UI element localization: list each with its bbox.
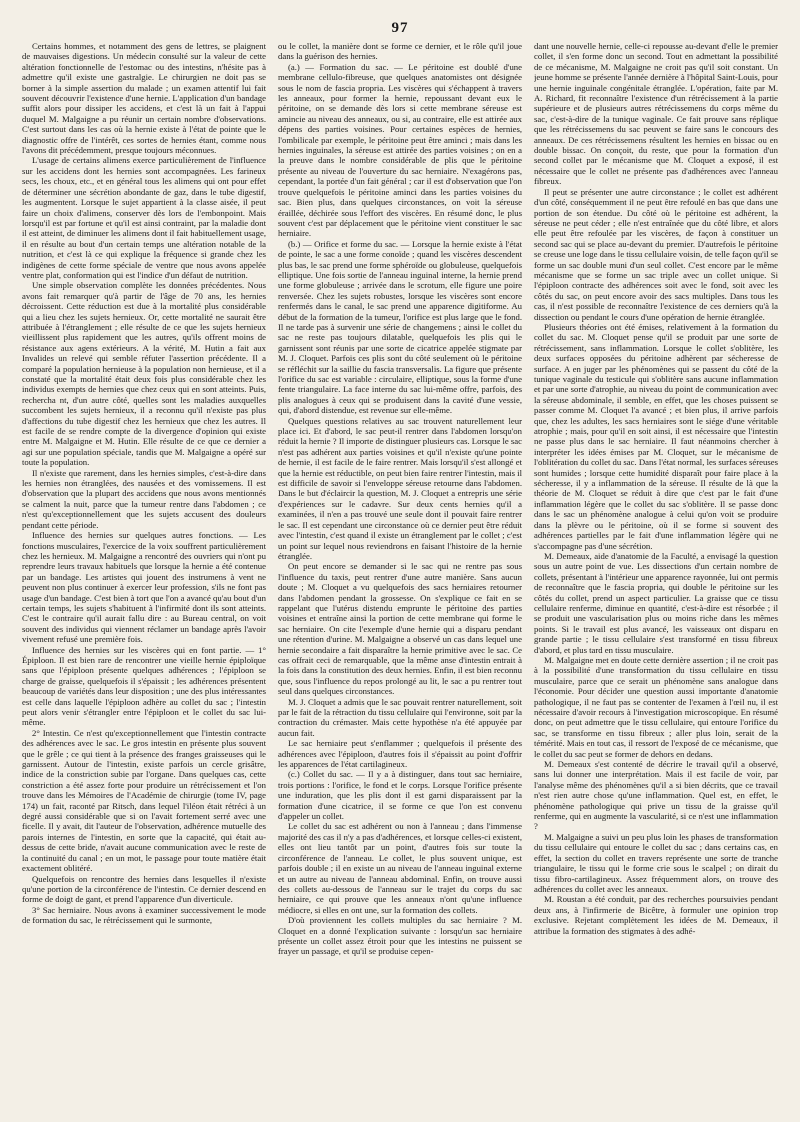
- paragraph: Le sac herniaire peut s'enflammer ; quelquefois il présente des adhérences avec l'épiploon, d'autres fois il s'épaissit au point d'offrir les apparences de l'état cartilagineux.: [278, 738, 522, 770]
- paragraph: M. J. Cloquet a admis que le sac pouvait rentrer naturellement, soit par le fait de la rétraction du tissu cellulaire qui l'environne, soit par la contraction du crémaster. Mais cette hypothèse n'a été appuyée par aucun fait.: [278, 696, 522, 738]
- paragraph: Influence des hernies sur les viscères qui en font partie. — 1° Épiploon. Il est bien rare de rencontrer une vieille hernie épiploïque sans que l'épiploon présente quelques adhérences ; l'épiploon se charge de graisse, quelquefois il s'épaissit ; les adhérences présentent beaucoup de variétés dans leur disposition ; une des plus intéressantes est celle dans laquelle l'épiploon adhère au collet du sac ; l'intestin peut alors venir s'étrangler entre l'épiploon et le collet du sac lui-même.: [22, 644, 266, 728]
- paragraph: M. Roustan a été conduit, par des recherches poursuivies pendant deux ans, à l'infirmerie de Bicêtre, à formuler une opinion trop exclusive. Rejetant complètement les idées de M. Demeaux, il attribue la formation des stigmates à des adhé-: [534, 894, 778, 936]
- paragraph: M. Demeaux s'est contenté de décrire le travail qu'il a observé, sans lui donner une interprétation. Mais il est facile de voir, par l'analyse même des phénomènes qu'il a si bien décrits, que ce travail n'est rien autre chose qu'une inflammation. Quel est, en effet, le phénomène pathologique qui prive un tissu de la graisse qu'il renferme, qui en augmente la vascularité, si ce n'est une inflammation ?: [534, 759, 778, 832]
- paragraph: 3° Sac herniaire. Nous avons à examiner successivement le mode de formation du sac, le rétrécissement qui le surmonte,: [22, 904, 266, 926]
- paragraph: On peut encore se demander si le sac qui ne rentre pas sous l'influence du taxis, peut rentrer d'une autre manière. Sans aucun doute ; M. Cloquet a vu quelquefois des sacs herniaires retourner dans l'abdomen pendant la grossesse. On s'explique ce fait en se rappelant que l'utérus distendu emprunte le péritoine des parties voisines et entraîne ainsi la portion de cette membrane qui forme le sac herniaire. On cite l'exemple d'une hernie qui a disparu pendant une rétention d'urine. M. Malgaigne a observé un cas dans lequel une hernie secondaire a fait disparaître la hernie primitive avec le sac. Ce cas offrait ceci de remarquable, que la même anse d'intestin entrait à la fois dans la constitution des deux hernies. Enfin, il est bien reconnu que, sous l'influence du repos prolongé au lit, le sac a pu rentrer tout seul dans quelques circonstances.: [278, 561, 522, 697]
- paragraph: L'usage de certains alimens exerce particulièrement de l'influence sur les accidens dont les hernies sont accompagnées. Les farineux secs, les choux, etc., et en général tous les alimens qui ont pour effet de déterminer une sécrétion abondante de gaz, dans le tube digestif, les augmentent. Lorsque le sujet appartient à la classe aisée, il peut faire un choix d'alimens, conserver dès lors de l'embonpoint. Mais lorsqu'il est par fortune et qu'il est ainsi contraint, par la maladie dont il est atteint, de diminuer les alimens dont il fait habituellement usage, il en résulte au bout d'un certain temps une altération notable de la nutrition, et c'est là ce qui explique la fréquence si grande chez les indigènes de cette forme spéciale de ventre que nous avons appelée ventre plat, conformation qui est l'indice d'un défaut de nutrition.: [22, 155, 266, 280]
- paragraph: ou le collet, la manière dont se forme ce dernier, et le rôle qu'il joue dans la guérison des hernies.: [278, 41, 522, 62]
- page-number: 97: [391, 20, 409, 36]
- paragraph: Certains hommes, et notamment des gens de lettres, se plaignent de mauvaises digestions. Un médecin consulté sur la valeur de cette altération fonctionnelle de l'estomac ou des intestins, n'hésite pas à admettre qu'il existe une gastralgie. Le chirurgien ne doit pas se borner à la simple assertion du malade ; un examen attentif lui fait souvent découvrir l'existence d'une hernie. L'application d'un bandage suffit alors pour dissiper les accidens, et c'est là un fait à l'appui duquel M. Malgaigne a pu réunir un certain nombre d'observations. C'est surtout dans les cas où la hernie existe à l'état de pointe que le diagnostic offre de l'intérêt, ces sortes de hernies étant, comme nous l'avons dit précédemment, presque toujours méconnues.: [22, 41, 266, 156]
- paragraph: Influence des hernies sur quelques autres fonctions. — Les fonctions musculaires, l'exercice de la voix souffrent particulièrement chez les hernieux. M. Malgaigne a rencontré des ouvriers qui n'ont pu reprendre leurs travaux habituels que lorsque la hernie a été contenue par un bandage. Les artistes qui jouent des instrumens à vent ne peuvent non plus continuer à exercer leur profession, s'ils ne font pas usage d'un bandage. C'est bien à tort que l'on a avancé qu'au bout d'un certain temps, les sujets s'habituent à l'infirmité dont ils sont atteints. C'est le contraire qu'il aurait fallu dire : au Bureau central, on voit souvent des individus qui viennent réclamer un bandage après l'avoir vivement refusé une première fois.: [22, 530, 266, 645]
- paragraph: Il n'existe que rarement, dans les hernies simples, c'est-à-dire dans les hernies non étranglées, des nausées et des vomissemens. Il est d'observation que la plupart des accidens que nous avons mentionnés se calment la nuit, parce que la tumeur rentre dans l'abdomen ; ce n'est qu'exceptionnellement que les sujets accusent des douleurs pendant cette période.: [22, 467, 266, 530]
- paragraph: (b.) — Orifice et forme du sac. — Lorsque la hernie existe à l'état de pointe, le sac a une forme conoïde ; quand les viscères descendent plus bas, le sac prend une forme sphéroïde ou globuleuse, quelquefois elliptique. Une fois sortie de l'anneau inguinal interne, la hernie prend une forme globuleuse ; arrivée dans le scrotum, elle figure une poire renversée. Chez les sujets robustes, lorsque les viscères sont encore renfermés dans le canal, le sac prend une apparence digitiforme. Au début de la formation de la tumeur, l'orifice est plus large que le fond. Il ne tarde pas à survenir une série de changemens ; ainsi le collet du sac ne reste pas toujours dilatable, quelquefois les plis qui le garnissent sont réunis par une sorte de cicatrice appelée stigmate par M. J. Cloquet. Parfois ces plis sont du côté seulement où le péritoine se réfléchit sur la saillie du fascia transversalis. La figure que présente l'orifice du sac est variable : circulaire, elliptique, sous la forme d'une fente triangulaire. La face interne du sac lui-même offre, parfois, des plis analogues à ceux qui se produisent dans la cavité d'une vessie, qui, d'abord distendue, est revenue sur elle-même.: [278, 238, 522, 416]
- paragraph: Quelques questions relatives au sac trouvent naturellement leur place ici. Et d'abord, le sac peut-il rentrer dans l'abdomen lorsqu'on réduit la hernie ? Il importe de distinguer plusieurs cas. Lorsque le sac n'est pas adhérent aux parties voisines et qu'il n'existe qu'une pointe de hernie, il est facile de le faire rentrer. Mais lorsqu'il s'est allongé et que la hernie est réductible, on peut bien faire rentrer l'intestin, mais il est difficile de savoir si l'enveloppe séreuse retourne dans l'abdomen. Dans le but d'éclaircir la question, M. J. Cloquet a entrepris une série d'expériences sur le cadavre. Sur deux cents hernies qu'il a examinées, il n'en a pas trouvé une seule dont il pouvait faire rentrer le sac. Il est cependant une circonstance où ce dernier peut être réduit avec l'intestin, c'est quand il existe un étranglement par le collet ; c'est un point sur lequel nous reviendrons en faisant l'histoire de la hernie étranglée.: [278, 415, 522, 561]
- paragraph: (c.) Collet du sac. — Il y a à distinguer, dans tout sac herniaire, trois portions : l'orifice, le fond et le corps. Lorsque l'orifice présente une induration, que les plis dont il est garni disparaissent par la formation d'une cicatrice, il se forme ce que l'on est convenu d'appeler un collet.: [278, 769, 522, 822]
- paragraph: Une simple observation complète les données précédentes. Nous avons fait remarquer qu'à partir de l'âge de 70 ans, les hernies décroissent. Cette réduction est due à la mortalité plus considérable qui a lieu chez les sujets hernieux. Or, cette mortalité ne saurait être attribuée à l'étranglement ; elle résulte de ce que les sujets hernieux vieillissent plus rapidement que les autres, qu'ils offrent moins de résistance aux agens extérieurs. A la vérité, M. Hutin a fait aux Invalides un relevé qui semble réfuter l'assertion précédente. Il a comparé la population hernieuse à la population non hernieuse, et il a constaté que la mortalité était deux fois plus considérable chez les individus exempts de hernies que chez ceux qui en sont atteints. Puis, rechercha nt, d'un autre côté, quelles sont les maladies auxquelles succombent les sujets hernieux, il a reconnu qu'il n'existe pas plus d'affections du tube digestif chez les hernieux que chez les autres. Il est facile de se rendre compte de la divergence d'opinion qui existe entre M. Malgaigne et M. Hutin. Elle résulte de ce que ce dernier a agi sur une population spéciale, tandis que M. Malgaigne a opéré sur toute la population.: [22, 280, 266, 468]
- column-1: [22, 41, 266, 1121]
- paragraph: Plusieurs théories ont été émises, relativement à la formation du collet du sac. M. Cloquet pense qu'il se produit par une sorte de rétrécissement, sans inflammation. Lorsque le collet s'oblitère, les deux surfaces opposées du péritoine adhèrent par sécheresse de surface. A en juger par les phénomènes qui se passent du côté de la tunique vaginale du testicule qui s'oblitère sans aucune inflammation et par une sorte d'atrophie, au niveau du point de communication avec la séreuse abdominale, il semble, en effet, que les choses puissent se passer comme M. Cloquet l'a avancé ; et bien plus, il arrive parfois que, chez les adultes, les sacs herniaires sont le siége d'une véritable atrophie ; mais, pour qu'il en soit ainsi, il est nécessaire que l'intestin ne passe plus dans le sac herniaire. Il faut néanmoins chercher à interpréter les idées émises par M. Cloquet, sur le mécanisme de l'oblitération du collet du sac. Dans l'état normal, les surfaces séreuses sont humides ; lorsque cette humidité disparaît pour faire place à la sécheresse, il y a inflammation de la séreuse. Il résulte de là que la théorie de M. Cloquet se réduit à dire que c'est par le fait d'une inflammation légère que le collet du sac s'oblitère. Il se passe donc dans le sac un phénomène analogue à celui qu'on voit se produire dans la plèvre ou le péritoine, où il se forme si souvent des adhérences partielles par le fait d'une inflammation légère qui ne s'accompagne pas d'une sécrétion.: [534, 321, 778, 551]
- paragraph: dant une nouvelle hernie, celle-ci repousse au-devant d'elle le premier collet, il s'en forme donc un second. Tout en admettant la possibilité de ce mécanisme, M. Malgaigne ne croit pas qu'il soit constant. Un jeune homme se présente l'année dernière à l'hôpital Saint-Louis, pour une hernie inguinale congénitale étranglée. L'opération, faite par M. A. Richard, fit reconnaître l'existence d'un rétrécissement à la partie supérieure et de plusieurs autres rétrécissemens du corps même du sac, c'est-à-dire de la tunique vaginale. Ce fait prouve sans réplique que les rétrécissemens du sac peuvent se faire sans le concours des anneaux. De ces rétrécissemens résultent les hernies en bissac ou en double bissac. On conçoit, du reste, que pour la formation d'un second collet par le mécanisme que M. Cloquet a exposé, il est nécessaire que le collet ne présente pas d'adhérences avec l'anneau fibreux.: [534, 41, 778, 187]
- text-columns: [22, 41, 778, 1121]
- paragraph: (a.) — Formation du sac. — Le péritoine est doublé d'une membrane cellulo-fibreuse, que quelques anatomistes ont désignée sous le nom de fascia propria. Les viscères qui s'échappent à travers les anneaux, pour former la hernie, repoussant devant eux le péritoine, on se demande dès lors si cette membrane séreuse est amincie au niveau des anneaux, ou si, au contraire, elle est attirée aux dépens des parties voisines. Pour certaines espèces de hernies, l'ombilicale par exemple, le péritoine peut être aminci ; mais dans les hernies inguinales, la séreuse est attirée des parties voisines ; on en a la preuve dans le nombre considérable de plis que le péritoine présente au niveau de l'ouverture du sac herniaire. N'exagérons pas, cependant, la portée d'un fait général ; car il est d'observation que l'on trouve quelquefois le péritoine aminci dans les parties voisines du sac. Bien plus, dans quelques circonstances, on voit la séreuse éraillée, déchirée sous l'effort des viscères. En résumé donc, le plus souvent c'est par déplacement que le péritoine vient constituer le sac herniaire.: [278, 61, 522, 239]
- column-3: [534, 41, 778, 1121]
- paragraph: M. Demeaux, aide d'anatomie de la Faculté, a envisagé la question sous un autre point de vue. Les dissections d'un certain nombre de collets, présentant à l'intérieur une apparence rayonnée, lui ont permis de reconnaître que le fascia propria, qui double le péritoine sur les côtés du collet, prend un aspect particulier. La graisse que ce tissu cellulaire renferme, diminue en quantité, c'est-à-dire est résorbée ; il se produit une vascularisation plus ou moins riche dans les mêmes points. Si le travail est plus avancé, les vaisseaux ont disparu en grande partie ; le tissu cellulaire s'est transformé en tissu fibreux d'abord, et plus tard en tissu musculaire.: [534, 550, 778, 655]
- paragraph: Le collet du sac est adhérent ou non à l'anneau ; dans l'immense majorité des cas il n'y a pas d'adhérences, et lorsque celles-ci existent, elles ont lieu tantôt par un point, d'autres fois sur toute la circonférence de l'anneau. Le collet, le plus souvent unique, est parfois double ; il en existe un au niveau de l'anneau inguinal externe et un autre au niveau de l'anneau abdominal. Enfin, on trouve aussi des collets au-dessous de l'anneau sur le trajet du corps du sac herniaire, ce qui prouve que les anneaux n'ont qu'une influence médiocre, si elles en ont une, sur la formation des collets.: [278, 821, 522, 915]
- paragraph: M. Malgaigne a suivi un peu plus loin les phases de transformation du tissu cellulaire qui entoure le collet du sac ; dans certains cas, en effet, la section du collet en travers représente une sorte de tranche triangulaire, le tissu qui le forme crie sous le scalpel ; on dirait du tissu fibro-cartilagineux. Assez fréquemment alors, on trouve des adhérences du collet avec les anneaux.: [534, 831, 778, 894]
- paragraph: 2° Intestin. Ce n'est qu'exceptionnellement que l'intestin contracte des adhérences avec le sac. Le gros intestin en présente plus souvent que le grêle ; ce qui tient à la présence des franges graisseuses qui le garnissent. Autour de l'intestin, existe parfois un cercle grisâtre, indice de la constriction subie par l'organe. Dans quelques cas, cette constriction a été assez forte pour produire un rétrécissement et l'on trouve dans les Mémoires de l'Académie de chirurgie (tome IV, page 174) un fait, raconté par Ritsch, dans lequel l'iléon était rétréci à un degré aussi considérable que si on l'avait fortement serré avec une ficelle. Il y avait, dit l'auteur de l'observation, adhérence mutuelle des parois internes de l'intestin, en sorte que la capacité, qui était au-dessus de cette bride, n'avait aucune communication avec le reste de la continuité du canal ; en un mot, le passage pour toute matière était exactement oblitéré.: [22, 727, 266, 874]
- column-2: [278, 41, 522, 1121]
- paragraph: M. Malgaigne met en doute cette dernière assertion ; il ne croit pas à la possibilité d'une transformation du tissu cellulaire en tissu musculaire, parce que ce serait un phénomène sans analogue dans l'économie. Pour décider une question aussi importante d'anatomie pathologique, il ne faut pas se contenter de l'examen à l'œil nu, il est nécessaire d'avoir recours à l'investigation microscopique. En résumé donc, on peut admettre que le tissu cellulaire, qui entoure l'orifice du sac, se transforme en tissu fibreux ; aller plus loin, serait de la témérité. Mais en tout cas, il ressort de l'exposé de ce mécanisme, que le collet du sac peut se former de dehors en dedans.: [534, 654, 778, 759]
- paragraph: Il peut se présenter une autre circonstance ; le collet est adhérent d'un côté, conséquemment il ne peut être refoulé en bas que dans une portion de son étendue. Du côté où le péritoine est adhérent, la séreuse ne peut céder ; elle n'est entraînée que du côté libre, et alors elle peut être refoulée par les viscères, de façon à constituer un second sac qui se place au-devant du premier. D'autrefois le péritoine se creuse une loge dans le tissu cellulaire voisin, de telle façon qu'il se forme un sac double muni d'un seul collet. C'est encore par le même mécanisme que se forme un sac triple avec un collet unique. Si l'épiploon contracte des adhérences soit avec le fond, soit avec les côtés du sac, on peut encore avoir des sacs multiples. Dans tous les cas, il n'est possible de reconnaître l'existence de ces derniers qu'à la dissection ou pendant le cours d'une opération de hernie étranglée.: [534, 186, 778, 322]
- paragraph: D'où proviennent les collets multiples du sac herniaire ? M. Cloquet en a donné l'explication suivante : lorsqu'un sac herniaire présente un collet assez étroit pour que les intestins ne puissent se frayer un passage, et qu'il se produise cepen-: [278, 915, 522, 957]
- paragraph: Quelquefois on rencontre des hernies dans lesquelles il n'existe qu'une portion de la circonférence de l'intestin. Ce dernier descend en forme de doigt de gant, et prend l'apparence d'un diverticule.: [22, 873, 266, 905]
